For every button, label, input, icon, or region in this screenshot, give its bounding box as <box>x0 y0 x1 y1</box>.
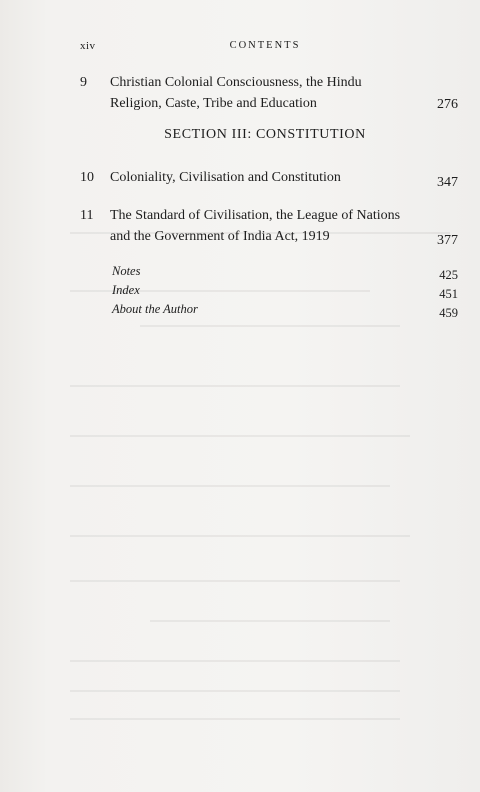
chapter-title <box>110 72 410 114</box>
toc-entry-chapter-10[interactable] <box>80 167 458 188</box>
page-number: 459 <box>439 306 458 320</box>
chapter-title <box>110 167 410 188</box>
back-matter-label: Index <box>112 283 140 297</box>
chapter-number: 9 <box>80 75 87 90</box>
show-through-line <box>70 535 410 537</box>
show-through-line <box>70 485 390 487</box>
page-number: 347 <box>437 175 458 190</box>
chapter-title-line: The Standard of Civilisation, the League of Nations <box>110 208 401 223</box>
chapter-title-line: and the Government of India Act, 1919 <box>110 229 330 244</box>
page-number: 377 <box>437 233 458 248</box>
toc-entry-index[interactable] <box>80 283 458 301</box>
back-matter-label: About the Author <box>112 302 198 316</box>
toc-entry-chapter-11[interactable] <box>80 205 458 247</box>
page-number: 425 <box>439 268 458 282</box>
show-through-line <box>70 718 400 720</box>
chapter-number: 11 <box>80 208 94 223</box>
show-through-line <box>70 580 400 582</box>
show-through-line <box>70 660 400 662</box>
page-number: 276 <box>437 97 458 112</box>
back-matter-label: Notes <box>112 264 141 278</box>
show-through-line <box>140 325 400 327</box>
running-head <box>80 40 450 56</box>
chapter-title-line: Christian Colonial Consciousness, the Hindu <box>110 75 362 90</box>
page-number: 451 <box>439 287 458 301</box>
toc-entry-notes[interactable] <box>80 264 458 282</box>
toc-entry-about-the-author[interactable] <box>80 302 458 320</box>
chapter-title-line: Coloniality, Civilisation and Constitution <box>110 170 341 185</box>
show-through-line <box>70 385 400 387</box>
chapter-title-line: Religion, Caste, Tribe and Education <box>110 96 317 111</box>
show-through-line <box>150 620 390 622</box>
chapter-number: 10 <box>80 170 94 185</box>
folio: xiv <box>80 40 96 52</box>
toc-entry-chapter-9[interactable] <box>80 72 458 114</box>
section-heading: SECTION III: CONSTITUTION <box>164 127 366 142</box>
chapter-title <box>110 205 430 247</box>
running-head-title: CONTENTS <box>229 40 301 51</box>
show-through-line <box>70 435 410 437</box>
show-through-line <box>70 690 400 692</box>
